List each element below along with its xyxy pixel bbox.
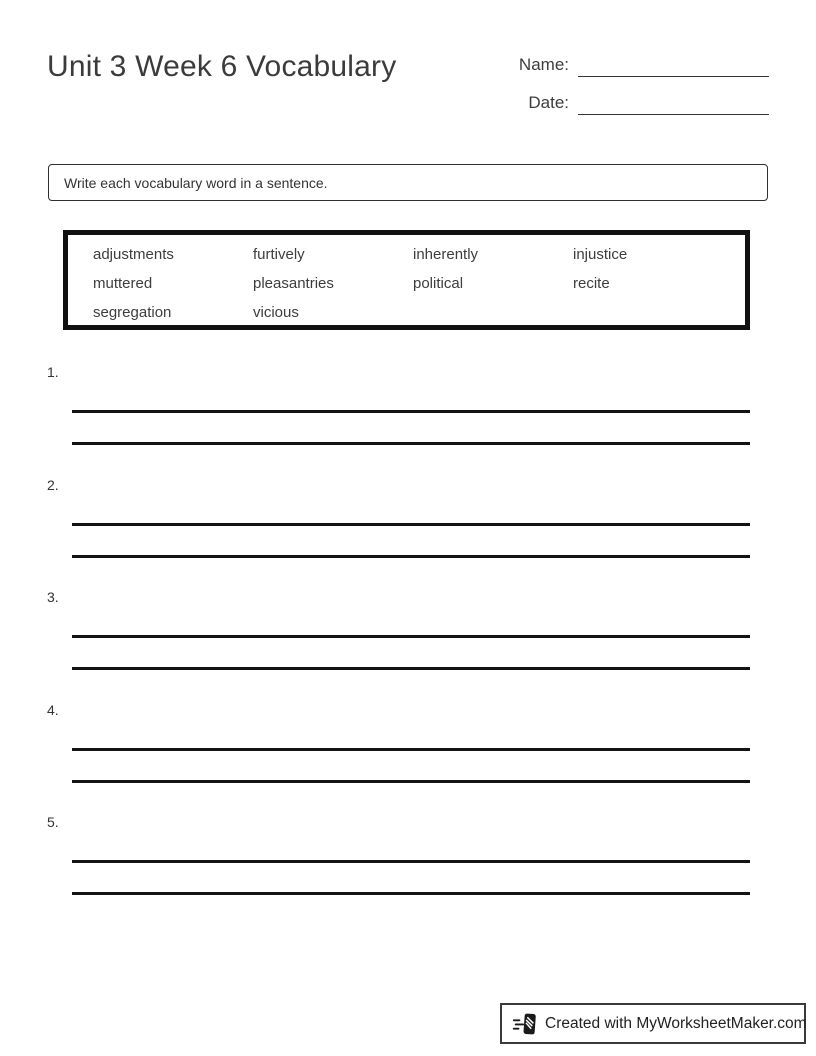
- question-item-3: [0, 589, 816, 689]
- word-bank-word: injustice: [573, 246, 628, 263]
- date-write-line: [578, 91, 769, 115]
- word-bank-word: inherently: [413, 246, 479, 263]
- name-date-block: [505, 50, 769, 126]
- writing-line: [72, 667, 750, 670]
- writing-line: [72, 860, 750, 863]
- writing-line: [72, 523, 750, 526]
- name-label: Name:: [518, 55, 569, 74]
- question-item-1: [0, 364, 816, 464]
- writing-line: [72, 442, 750, 445]
- worksheet-maker-logo-icon: [512, 1011, 538, 1037]
- question-item-5: [0, 814, 816, 914]
- writing-line: [72, 748, 750, 751]
- word-bank-word: adjustments: [93, 246, 174, 263]
- writing-line: [72, 635, 750, 638]
- word-bank-word: muttered: [93, 275, 153, 292]
- writing-line: [72, 780, 750, 783]
- question-number: 2.: [47, 477, 59, 493]
- question-item-4: [0, 702, 816, 802]
- word-bank: [63, 230, 750, 330]
- date-row: [505, 88, 769, 115]
- question-item-2: [0, 477, 816, 577]
- writing-line: [72, 892, 750, 895]
- question-number: 4.: [47, 702, 59, 718]
- question-number: 5.: [47, 814, 59, 830]
- footer-credit-box: [500, 1003, 806, 1044]
- question-number: 1.: [47, 364, 59, 380]
- page-title: Unit 3 Week 6 Vocabulary: [47, 50, 397, 83]
- instruction-box: [48, 164, 768, 201]
- name-write-line: [578, 53, 769, 77]
- name-row: [505, 50, 769, 77]
- footer-credit-text: Created with MyWorksheetMaker.com: [545, 1014, 807, 1032]
- word-bank-word: recite: [573, 275, 610, 292]
- word-bank-word: vicious: [253, 304, 299, 321]
- word-bank-word: furtively: [253, 246, 305, 263]
- word-bank-grid: [93, 245, 745, 323]
- writing-line: [72, 410, 750, 413]
- instruction-text: Write each vocabulary word in a sentence.: [64, 174, 328, 191]
- word-bank-word: pleasantries: [253, 275, 334, 292]
- question-number: 3.: [47, 589, 59, 605]
- word-bank-word: segregation: [93, 304, 172, 321]
- date-label: Date:: [528, 93, 569, 112]
- word-bank-word: political: [413, 275, 464, 292]
- writing-line: [72, 555, 750, 558]
